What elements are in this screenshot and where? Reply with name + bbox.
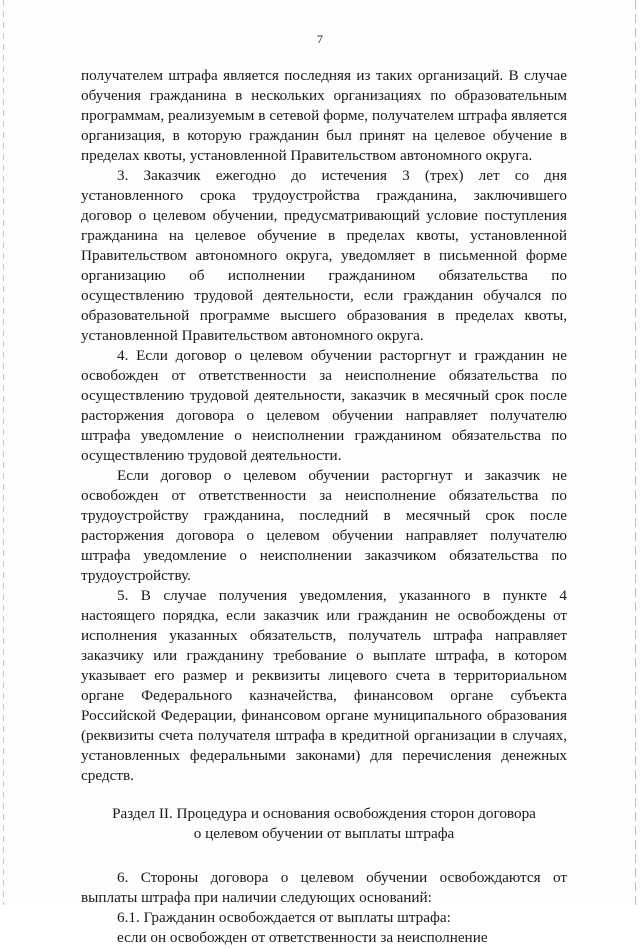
paragraph-continuation: получателем штрафа является последняя из таких организаций. В случае обучения гражданина в нескольких организациях по образовательным программам, реализуемым в сетевой форме, получателем штрафа является организация, в которую гражданин был принят на целевое обучение в пределах квоты, установленной Правительством автономного округа. [81,67,567,164]
paragraph-item-5: 5. В случае получения уведомления, указанного в пункте 4 настоящего порядка, если заказчик или гражданин не освобождены от исполнения указанных обязательств, получатель штрафа направляет заказчику или гражданину требование о выплате штрафа, в котором указывает его размер и реквизиты лицевого счета в территориальном органе Федерального казначейства, финансовом органе субъекта Российской Федерации, финансовом органе муниципального образования (реквизиты счета получателя штрафа в кредитной организации в случаях, установленных федеральными законами) для перечисления денежных средств. [81,587,567,784]
section-heading-line-2: о целевом обучении от выплаты штрафа [193,825,455,842]
section-heading-line-1: Раздел II. Процедура и основания освобождения сторон договора [112,805,536,822]
paragraph-item-4: 4. Если договор о целевом обучении расторгнут и гражданин не освобожден от ответственности за неисполнение обязательства по осуществлению трудовой деятельности, заказчик в месячный срок после расторжения договора о целевом обучении направляет получателю штрафа уведомление о неисполнении гражданином обязательства по осуществлению трудовой деятельности. [81,347,567,464]
paragraph-item-4-employer: Если договор о целевом обучении расторгнут и заказчик не освобожден от ответственности за неисполнение обязательства по трудоустройству гражданина, последний в месячный срок после расторжения договора о целевом обучении направляет получателю штрафа уведомление о неисполнении заказчиком обязательства по трудоустройству. [81,467,567,584]
scan-edge-right [635,0,636,905]
paragraph-item-6-1-condition: если он освобожден от ответственности за неисполнение [117,929,488,946]
section-heading [81,786,567,868]
scan-edge-left [3,0,4,905]
page-number: 7 [317,32,323,46]
paragraph-item-6-1: 6.1. Гражданин освобождается от выплаты штрафа: [117,909,451,926]
document-body [81,66,567,948]
paragraph-item-3: 3. Заказчик ежегодно до истечения 3 (трех) лет со дня установленного срока трудоустройства гражданина, заключившего договор о целевом обучении, предусматривающий условие поступления гражданина на целевое обучение в пределах квоты, установленной Правительством автономного округа, уведомляет в письменной форме организацию об исполнении гражданином обязательства по осуществлению трудовой деятельности, если гражданин обучался по образовательной программе высшего образования в пределах квоты, установленной Правительством автономного округа. [81,167,567,344]
paragraph-item-6: 6. Стороны договора о целевом обучении освобождаются от выплаты штрафа при наличии следующих оснований: [81,869,567,906]
